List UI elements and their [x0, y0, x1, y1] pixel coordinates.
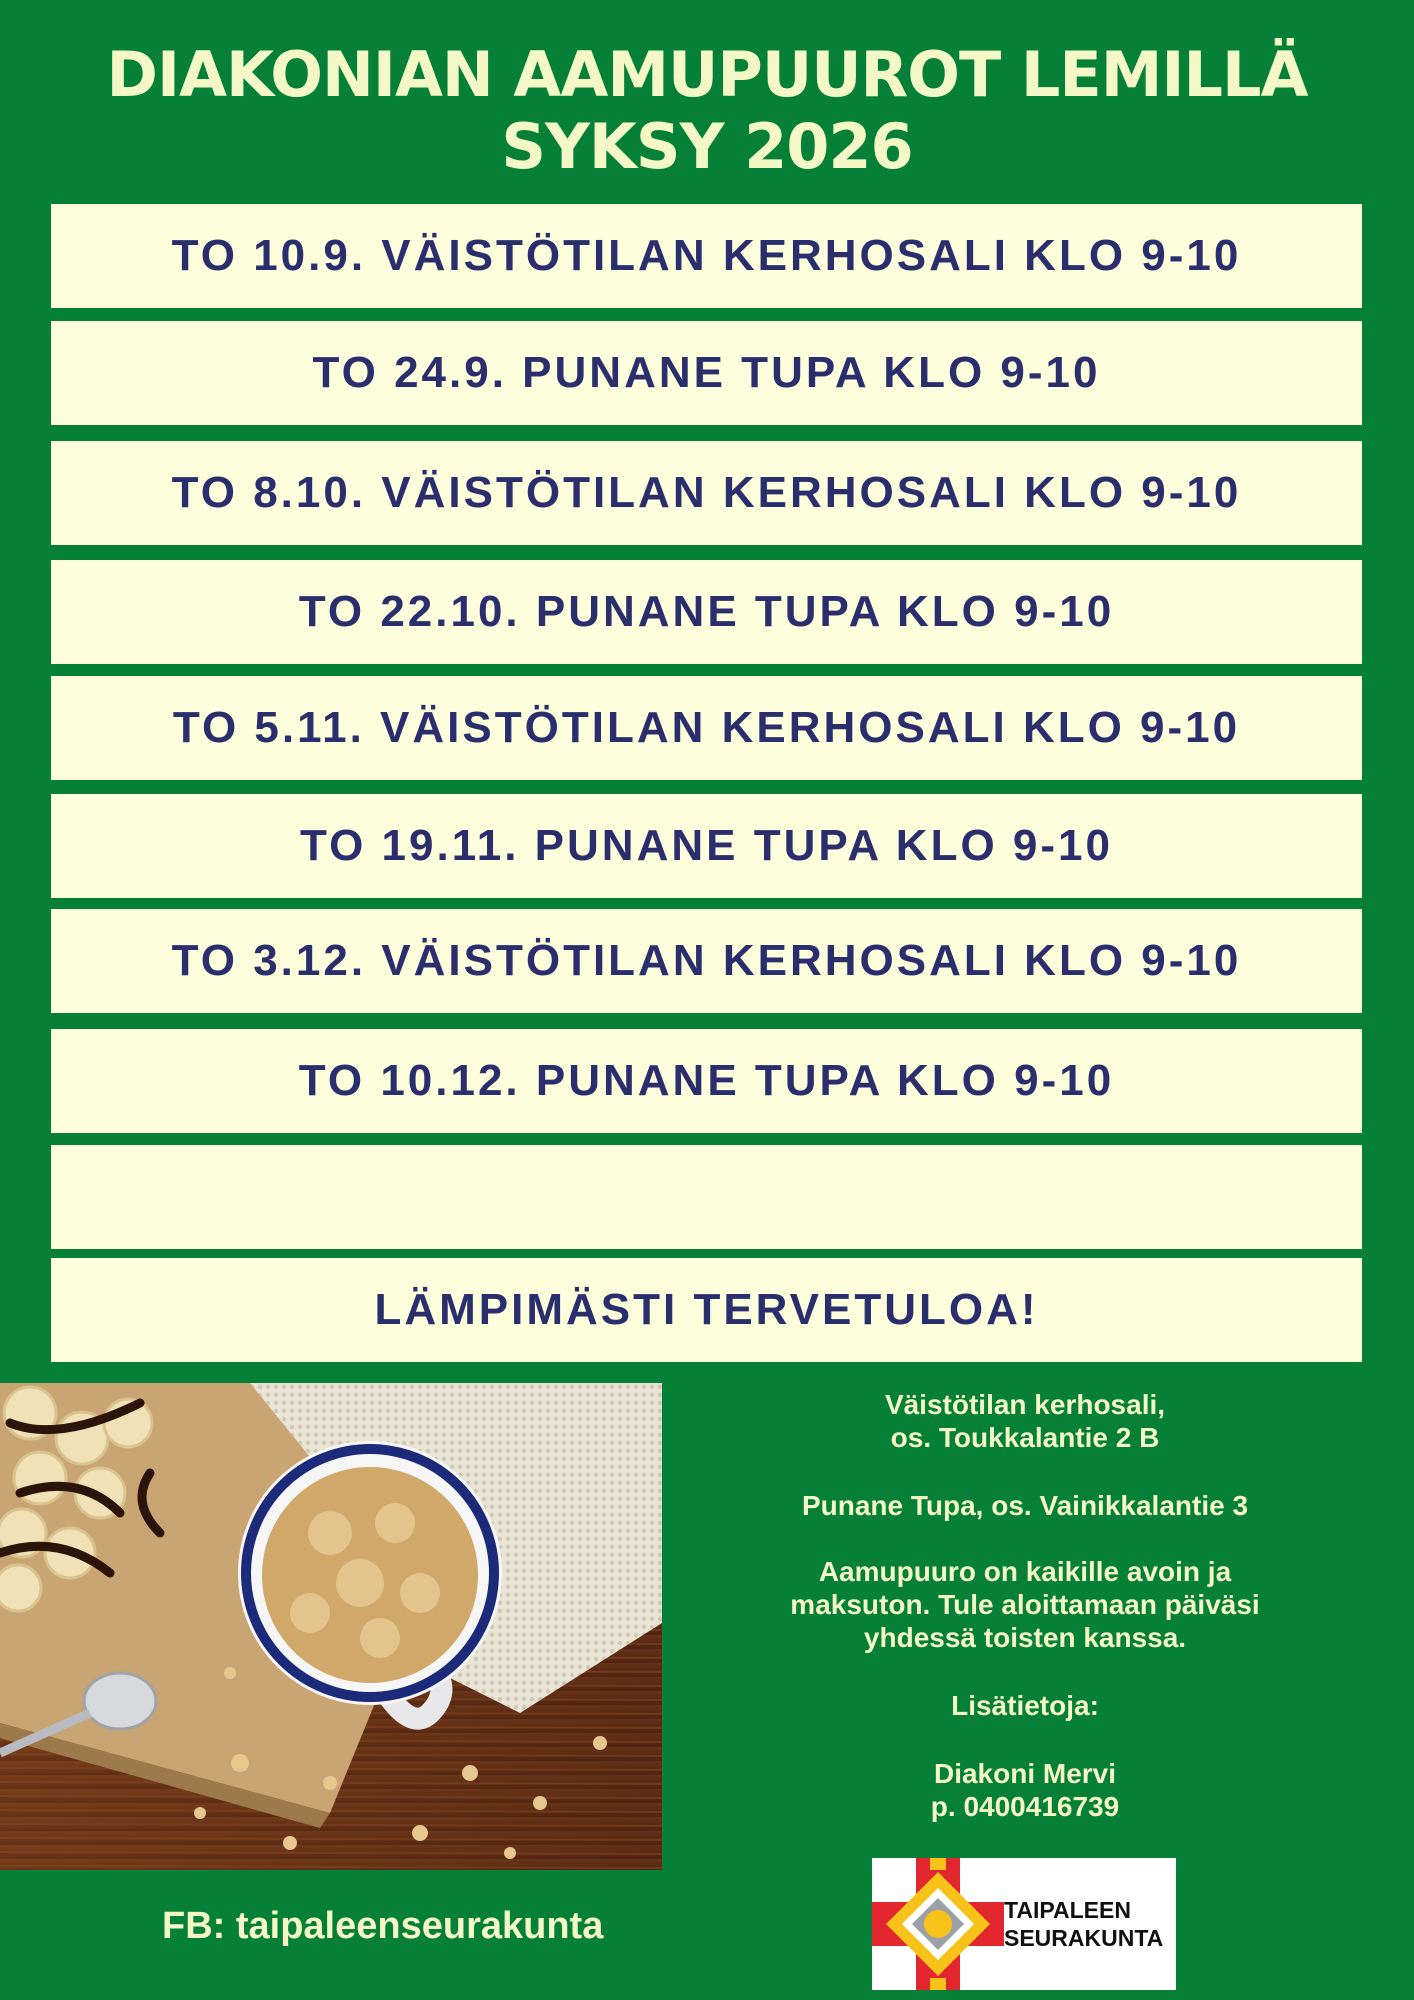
title-line-1: DIAKONIAN AAMUPUUROT LEMILLÄ: [106, 38, 1308, 111]
schedule-item: TO 5.11. VÄISTÖTILAN KERHOSALI KLO 9-10: [51, 676, 1362, 780]
venue1-line2: os. Toukkalantie 2 B: [890, 1422, 1160, 1453]
contact-name: Diakoni Mervi: [933, 1758, 1117, 1789]
cross-emblem-icon: [872, 1858, 1004, 1990]
schedule-item: TO 22.10. PUNANE TUPA KLO 9-10: [51, 560, 1362, 664]
schedule-item-empty: [51, 1145, 1362, 1249]
venue1-line1: Väistötilan kerhosali,: [884, 1389, 1166, 1420]
schedule-item: TO 24.9. PUNANE TUPA KLO 9-10: [51, 321, 1362, 425]
more-info-label: Lisätietoja:: [951, 1690, 1099, 1721]
parish-logo: [872, 1858, 1176, 1990]
schedule-item: TO 10.9. VÄISTÖTILAN KERHOSALI KLO 9-10: [51, 204, 1362, 308]
logo-text-line2: SEURAKUNTA: [1004, 1925, 1164, 1951]
desc-line3: yhdessä toisten kanssa.: [863, 1622, 1187, 1653]
schedule-item: TO 3.12. VÄISTÖTILAN KERHOSALI KLO 9-10: [51, 909, 1362, 1013]
logo-text-line1: TAIPALEEN: [1004, 1897, 1131, 1923]
desc-line1: Aamupuuro on kaikille avoin ja: [818, 1556, 1232, 1587]
title-line-2: SYKSY 2026: [501, 110, 913, 183]
desc-line2: maksuton. Tule aloittamaan päiväsi: [790, 1589, 1260, 1620]
facebook-link[interactable]: FB: taipaleenseurakunta: [162, 1905, 604, 1947]
porridge-photo: [0, 1383, 662, 1870]
venue2: Punane Tupa, os. Vainikkalantie 3: [801, 1490, 1249, 1521]
contact-phone: p. 0400416739: [930, 1791, 1120, 1822]
welcome-banner: LÄMPIMÄSTI TERVETULOA!: [51, 1258, 1362, 1362]
schedule-item: TO 8.10. VÄISTÖTILAN KERHOSALI KLO 9-10: [51, 441, 1362, 545]
schedule-item: TO 10.12. PUNANE TUPA KLO 9-10: [51, 1029, 1362, 1133]
schedule-item: TO 19.11. PUNANE TUPA KLO 9-10: [51, 794, 1362, 898]
logo-text: [1004, 1896, 1174, 1952]
